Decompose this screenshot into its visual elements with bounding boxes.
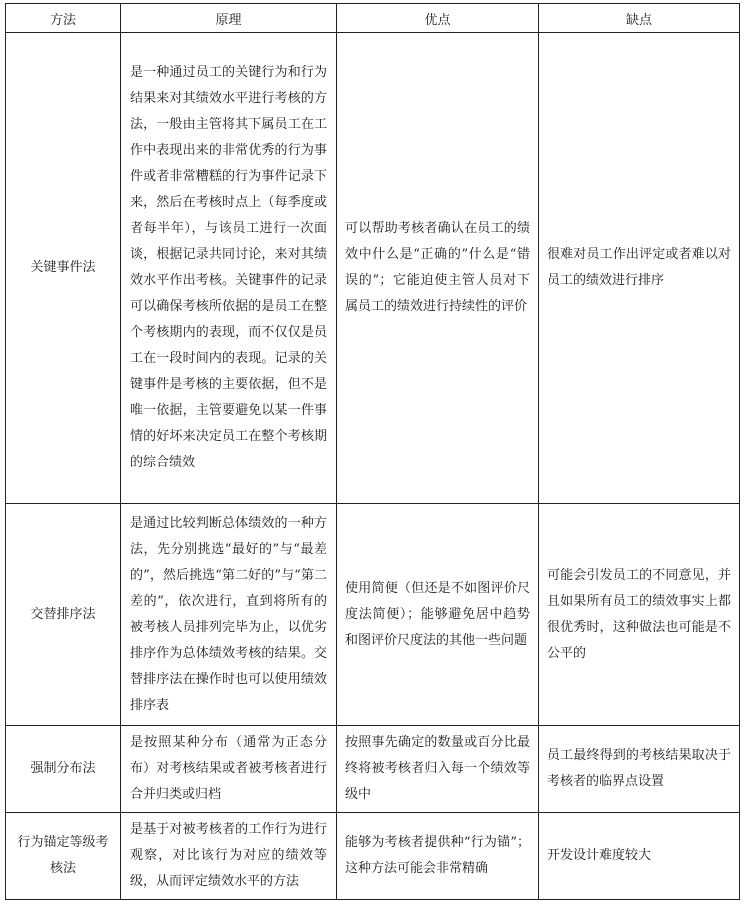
pros-cell: 能够为考核者提供种“行为锚”；这种方法可能会非常精确 [337, 813, 539, 900]
performance-methods-table [5, 3, 740, 900]
cons-cell: 开发设计难度较大 [539, 813, 740, 900]
method-cell: 强制分布法 [6, 726, 121, 813]
cons-cell: 可能会引发员工的不同意见，并且如果所有员工的绩效事实上都很优秀时，这种做法也可能是不公平的 [539, 504, 740, 726]
principle-cell: 是基于对被考核者的工作行为进行观察，对比该行为对应的绩效等级，从而评定绩效水平的方法 [121, 813, 337, 900]
header-cons: 缺点 [539, 4, 740, 33]
table-row [6, 726, 740, 813]
header-method: 方法 [6, 4, 121, 33]
table-row [6, 33, 740, 504]
method-cell: 交替排序法 [6, 504, 121, 726]
method-cell: 关键事件法 [6, 33, 121, 504]
method-cell: 行为锚定等级考核法 [6, 813, 121, 900]
table-row [6, 813, 740, 900]
principle-cell: 是一种通过员工的关键行为和行为结果来对其绩效水平进行考核的方法，一般由主管将其下属员工在工作中表现出来的非常优秀的行为事件或者非常糟糕的行为事件记录下来，然后在考核时点上（每季度或者每半年），与该员工进行一次面谈，根据记录共同讨论，来对其绩效水平作出考核。关键事件的记录可以确保考核所依据的是员工在整个考核期内的表现，而不仅仅是员工在一段时间内的表现。记录的关键事件是考核的主要依据，但不是唯一依据，主管要避免以某一件事情的好坏来决定员工在整个考核期的综合绩效 [121, 33, 337, 504]
header-pros: 优点 [337, 4, 539, 33]
pros-cell: 使用简便（但还是不如图评价尺度法简便）；能够避免居中趋势和图评价尺度法的其他一些问题 [337, 504, 539, 726]
principle-cell: 是通过比较判断总体绩效的一种方法，先分别挑选“最好的”与“最差的”，然后挑选“第二好的”与“第二差的”，依次进行，直到将所有的被考核人员排列完毕为止，以优劣排序作为总体绩效考核的结果。交替排序法在操作时也可以使用绩效排序表 [121, 504, 337, 726]
header-principle: 原理 [121, 4, 337, 33]
principle-cell: 是按照某种分布（通常为正态分布）对考核结果或者被考核者进行合并归类或归档 [121, 726, 337, 813]
table-header-row [6, 4, 740, 33]
pros-cell: 按照事先确定的数量或百分比最终将被考核者归入每一个绩效等级中 [337, 726, 539, 813]
cons-cell: 很难对员工作出评定或者难以对员工的绩效进行排序 [539, 33, 740, 504]
pros-cell: 可以帮助考核者确认在员工的绩效中什么是“正确的”什么是“错误的”；它能迫使主管人员对下属员工的绩效进行持续性的评价 [337, 33, 539, 504]
cons-cell: 员工最终得到的考核结果取决于考核者的临界点设置 [539, 726, 740, 813]
table-row [6, 504, 740, 726]
